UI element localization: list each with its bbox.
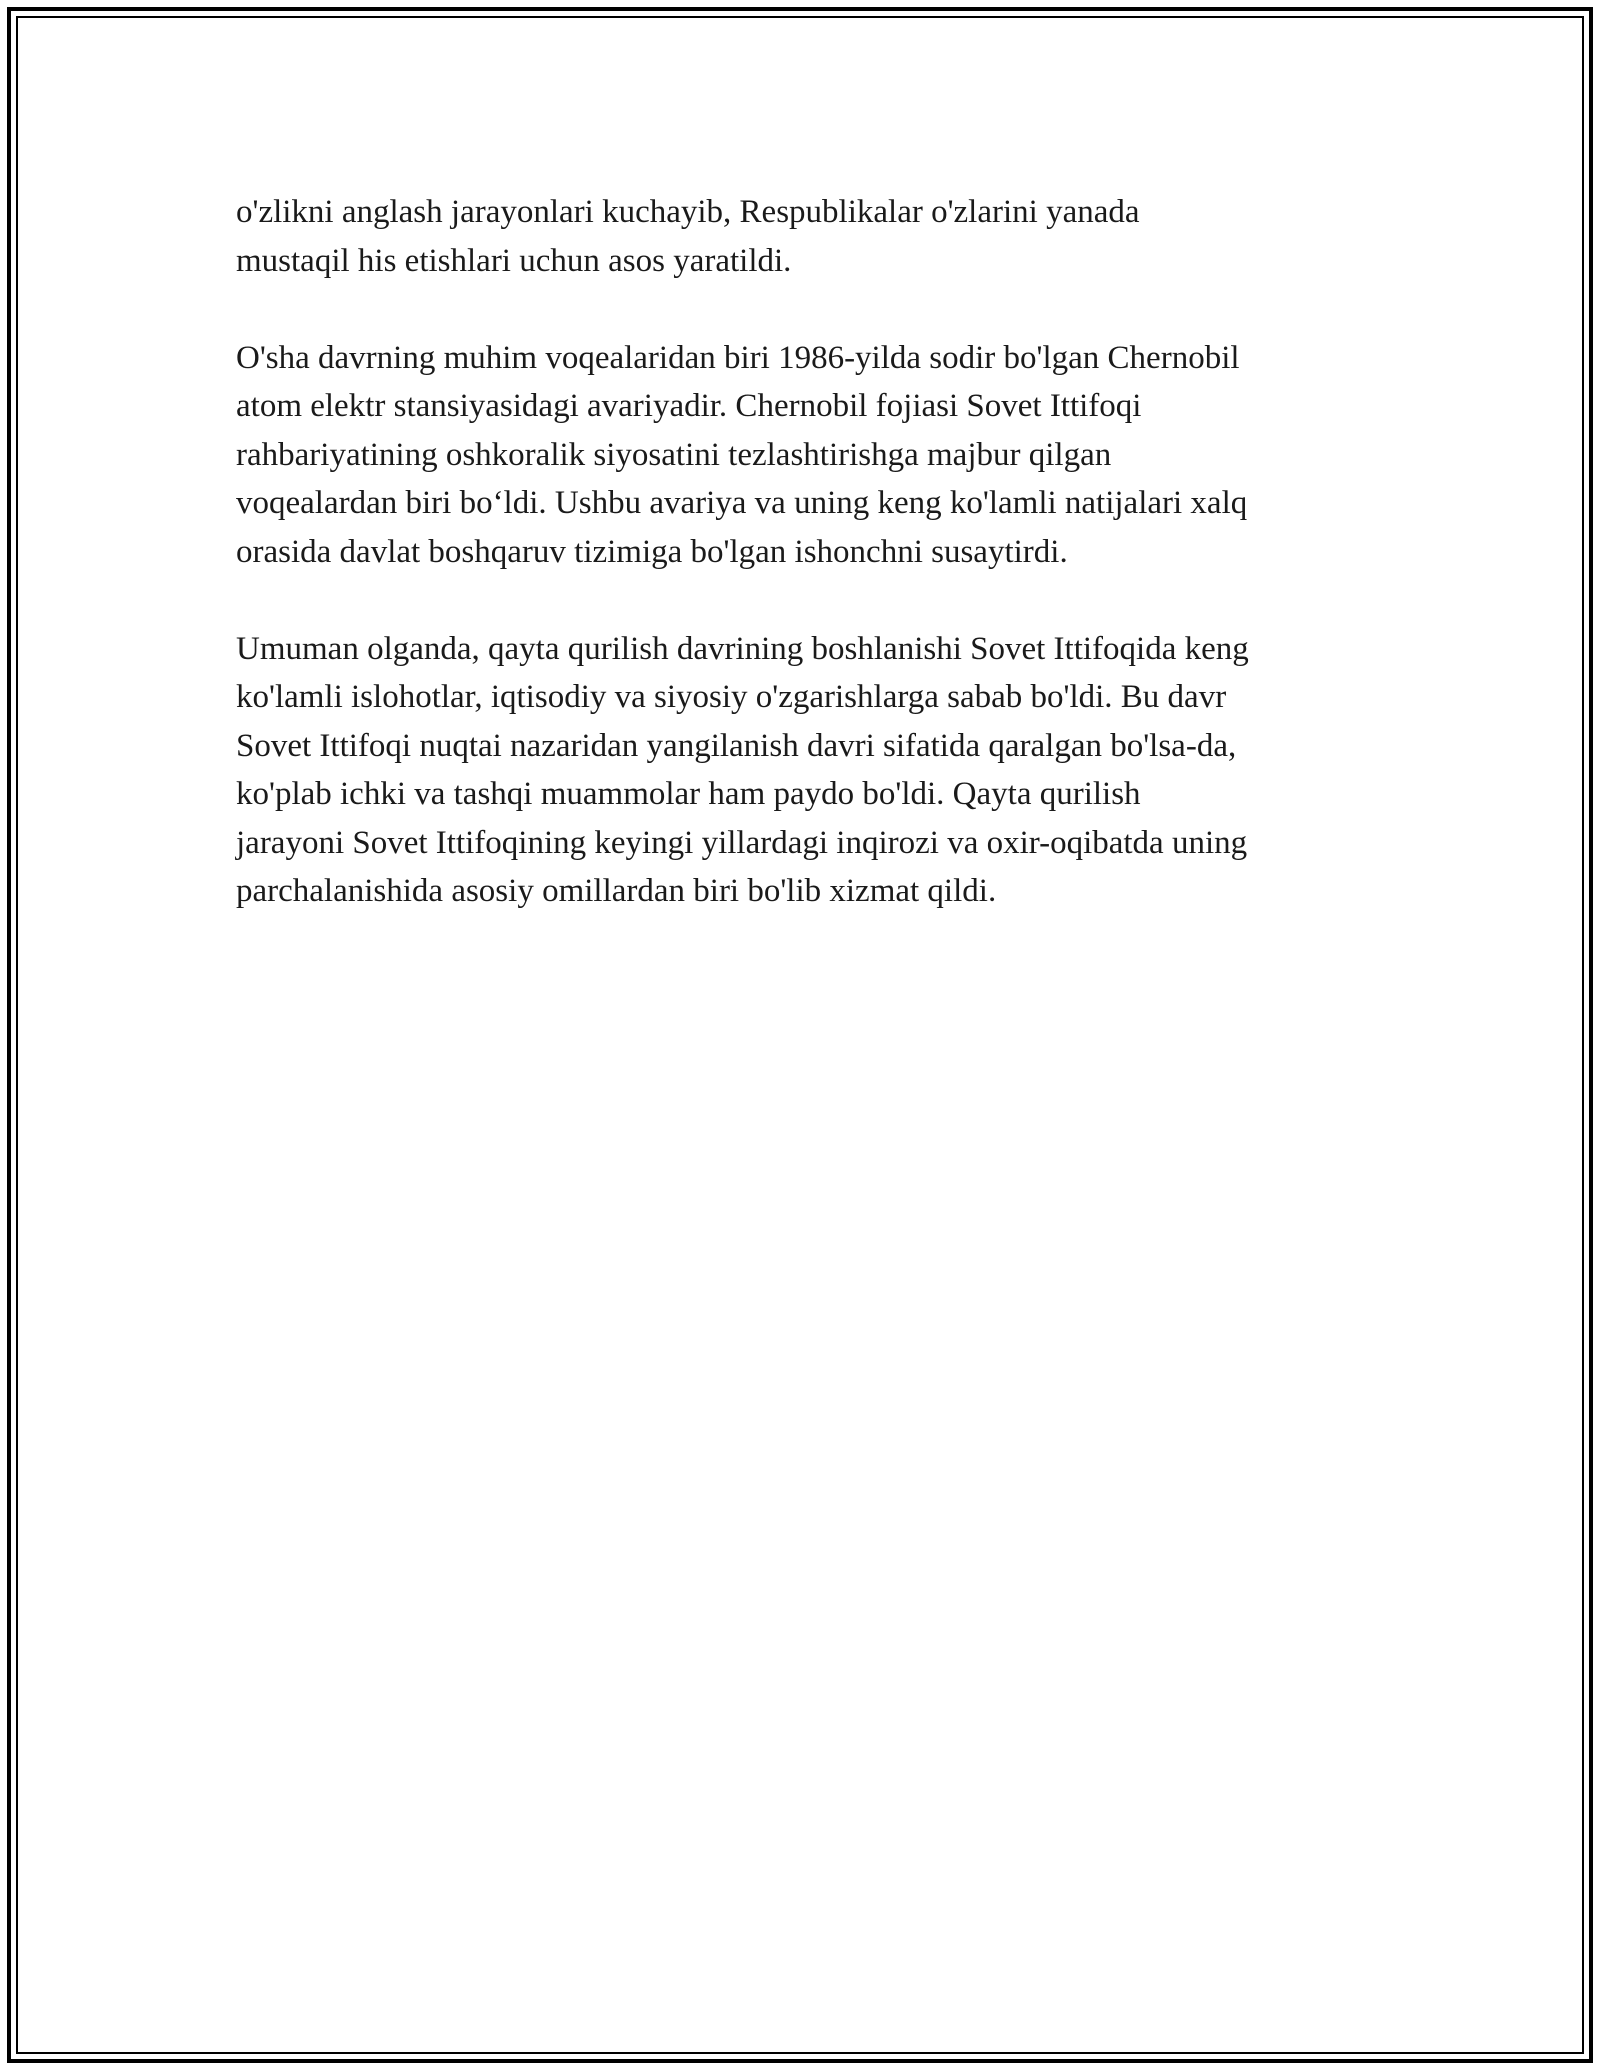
paragraph-1 xyxy=(236,188,1386,285)
text-line: atom elektr stansiyasidagi avariyadir. Chernobil fojiasi Sovet Ittifoqi xyxy=(236,388,1142,424)
text-line: parchalanishida asosiy omillardan biri bo'lib xizmat qildi. xyxy=(236,873,997,909)
text-line: O'sha davrning muhim voqealaridan biri 1986-yilda sodir bo'lgan Chernobil xyxy=(236,339,1240,376)
text-line: rahbariyatining oshkoralik siyosatini tezlashtirishga majbur qilgan xyxy=(236,436,1112,473)
text-line: ko'lamli islohotlar, iqtisodiy va siyosiy o'zgarishlarga sabab bo'ldi. Bu davr xyxy=(236,679,1227,715)
text-line: mustaqil his etishlari uchun asos yaratildi. xyxy=(236,242,792,279)
text-line: Sovet Ittifoqi nuqtai nazaridan yangilanish davri sifatida qaralgan bo'lsa-da, xyxy=(236,727,1237,764)
paragraph-2 xyxy=(236,334,1386,577)
paragraph-3 xyxy=(236,625,1386,916)
text-line: o'zlikni anglash jarayonlari kuchayib, Respublikalar o'zlarini yanada xyxy=(236,194,1140,230)
text-line: Umuman olganda, qayta qurilish davrining boshlanishi Sovet Ittifoqida keng xyxy=(236,630,1249,667)
document-body xyxy=(236,188,1386,964)
text-line: voqealardan biri bo‘ldi. Ushbu avariya va uning keng ko'lamli natijalari xalq xyxy=(236,485,1248,521)
text-line: jarayoni Sovet Ittifoqining keyingi yillardagi inqirozi va oxir-oqibatda uning xyxy=(236,824,1248,861)
text-line: orasida davlat boshqaruv tizimiga bo'lgan ishonchni susaytirdi. xyxy=(236,533,1068,570)
text-line: ko'plab ichki va tashqi muammolar ham paydo bo'ldi. Qayta qurilish xyxy=(236,776,1141,812)
